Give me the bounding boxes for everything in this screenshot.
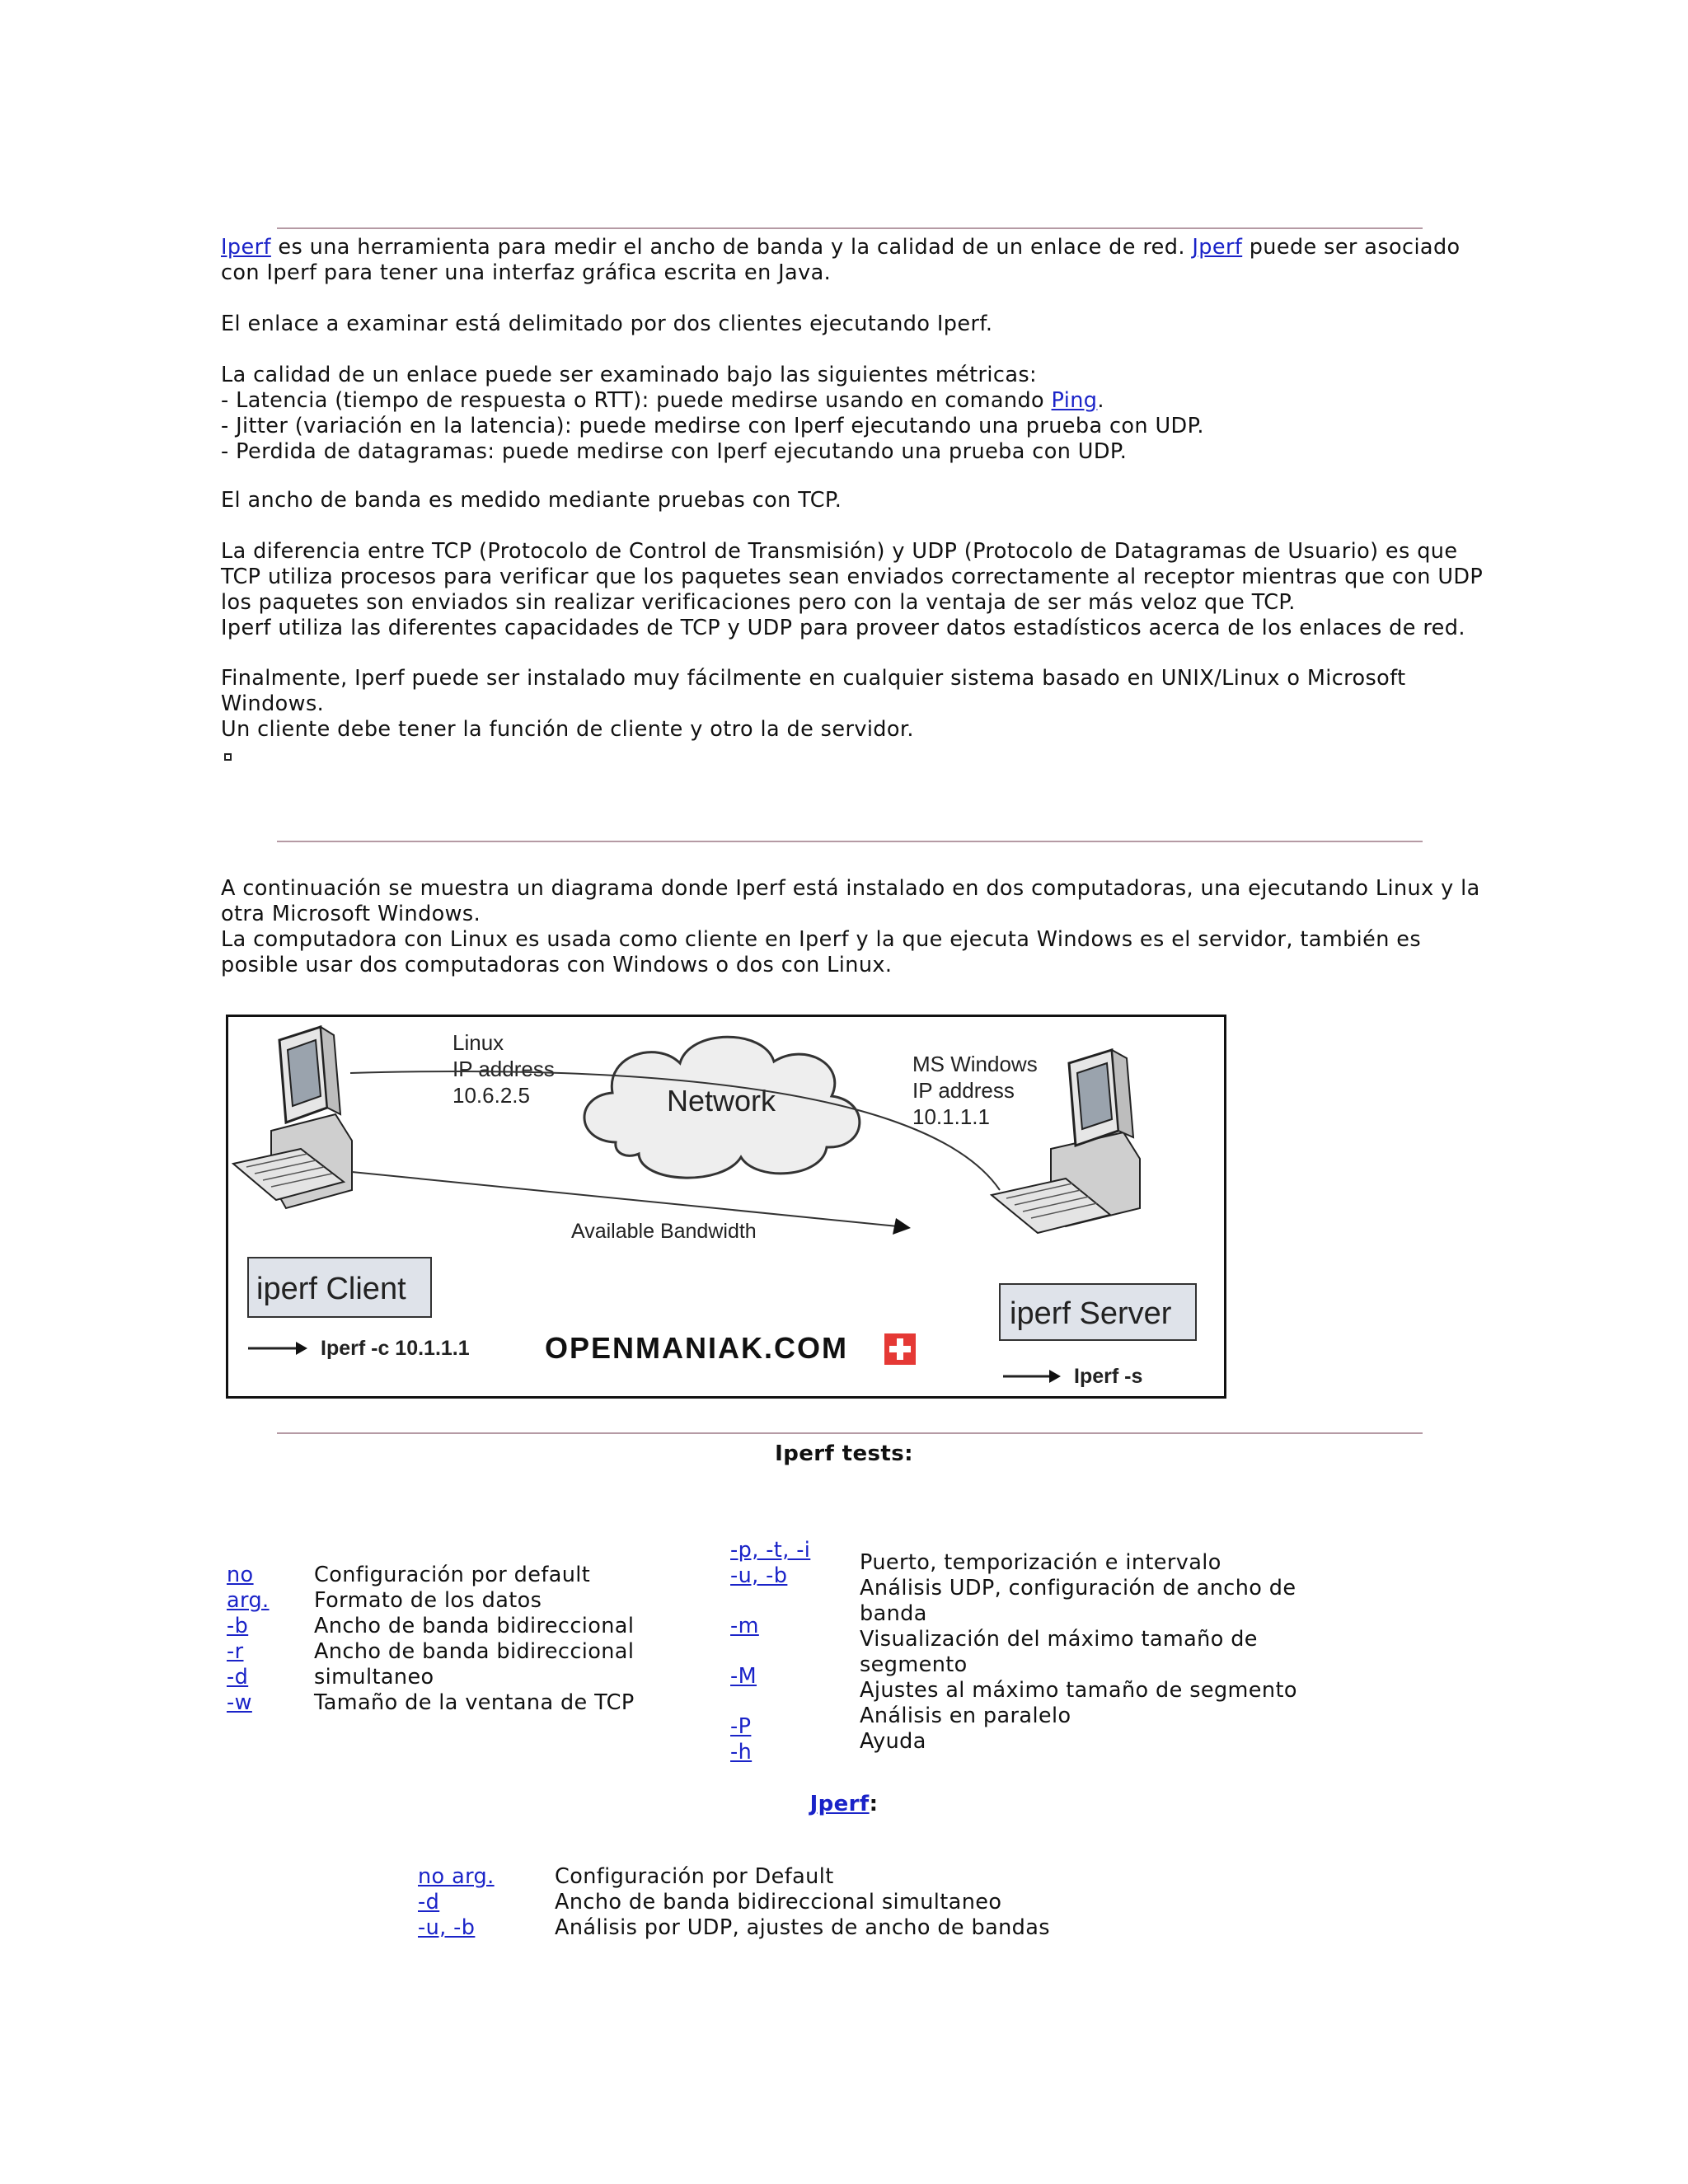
linux-ip-value: 10.6.2.5 bbox=[452, 1083, 530, 1108]
windows-ip-label: IP address bbox=[912, 1078, 1015, 1103]
option-desc: Análisis en paralelo bbox=[860, 1704, 1071, 1728]
jperf-option-desc: Análisis por UDP, ajustes de ancho de bandas bbox=[555, 1915, 1050, 1940]
intro-p1-text1: es una herramienta para medir el ancho de banda y la calidad de un enlace de red. bbox=[270, 235, 1193, 260]
network-diagram-svg bbox=[228, 1017, 1224, 1396]
linux-ip-label: IP address bbox=[452, 1057, 555, 1081]
metric-jitter: - Jitter (variación en la latencia): puede medirse con Iperf ejecutando una prueba con UDP. bbox=[221, 414, 1204, 438]
windows-label: MS Windows bbox=[912, 1052, 1038, 1076]
option-P[interactable]: -P bbox=[730, 1714, 752, 1739]
option-u-b[interactable]: -u, -b bbox=[730, 1563, 788, 1588]
iperf-tests-title: Iperf tests: bbox=[775, 1441, 913, 1466]
brand-logo: OPENMANIAK.COM bbox=[545, 1331, 848, 1365]
section2-text bbox=[221, 876, 1490, 978]
divider-top bbox=[277, 227, 1423, 229]
jperf-title bbox=[0, 1792, 1688, 1816]
ping-link[interactable]: Ping bbox=[1051, 388, 1098, 413]
jperf-option-d[interactable]: -d bbox=[418, 1890, 440, 1915]
jperf-desc bbox=[555, 1864, 1050, 1941]
option-desc: Ajustes al máximo tamaño de segmento bbox=[860, 1678, 1297, 1703]
jperf-option-u-b[interactable]: -u, -b bbox=[418, 1915, 476, 1940]
server-arrow-icon bbox=[1049, 1370, 1061, 1383]
option-desc: Tamaño de la ventana de TCP bbox=[314, 1690, 635, 1715]
intro-p2 bbox=[221, 312, 1490, 337]
option-d[interactable]: -d bbox=[227, 1665, 249, 1690]
bullet-square-icon bbox=[224, 753, 232, 761]
network-diagram bbox=[226, 1015, 1226, 1399]
option-desc: Ancho de banda bidireccional bbox=[314, 1614, 635, 1638]
jperf-link[interactable]: Jperf bbox=[1192, 235, 1243, 260]
option-desc: Configuración por default bbox=[314, 1563, 591, 1587]
metric-latency-text: - Latencia (tiempo de respuesta o RTT): puede medirse usando en comando bbox=[221, 388, 1052, 413]
intro-p5-text: La diferencia entre TCP (Protocolo de Control de Transmisión) y UDP (Protocolo de Datagramas de Usuario) es que TCP utiliza procesos para verificar que los paquetes sean enviados correctamente al receptor mientras que con UDP los paquetes son enviados sin realizar verificaciones pero con la ventaja de ser más veloz que TCP. bbox=[221, 539, 1484, 615]
bandwidth-label: Available Bandwidth bbox=[571, 1220, 757, 1243]
client-arrow-icon bbox=[296, 1342, 307, 1355]
option-desc: Ancho de banda bidireccional bbox=[314, 1639, 635, 1664]
jperf-option-desc: Configuración por Default bbox=[555, 1864, 834, 1889]
option-desc: Formato de los datos bbox=[314, 1588, 542, 1613]
jperf-option-desc: Ancho de banda bidireccional simultaneo bbox=[555, 1890, 1002, 1915]
jperf-title-link[interactable]: Jperf bbox=[809, 1792, 870, 1816]
option-m[interactable]: -m bbox=[730, 1614, 759, 1638]
bandwidth-arrowhead-icon bbox=[893, 1218, 911, 1235]
intro-p2-text: El enlace a examinar está delimitado por dos clientes ejecutando Iperf. bbox=[221, 312, 993, 336]
divider-lower bbox=[277, 1432, 1423, 1434]
jperf-option-no-arg[interactable]: no arg. bbox=[418, 1864, 495, 1889]
intro-p3 bbox=[221, 363, 1490, 465]
option-desc: Análisis UDP, configuración de ancho de bbox=[860, 1576, 1296, 1601]
server-box-label: iperf Server bbox=[1010, 1296, 1172, 1331]
jperf-title-colon: : bbox=[869, 1792, 879, 1816]
option-w[interactable]: -w bbox=[227, 1690, 252, 1715]
option-b[interactable]: -b bbox=[227, 1614, 249, 1638]
linux-label: Linux bbox=[452, 1030, 504, 1055]
metric-loss: - Perdida de datagramas: puede medirse con Iperf ejecutando una prueba con UDP. bbox=[221, 439, 1128, 464]
iperf-link[interactable]: Iperf bbox=[221, 235, 271, 260]
bandwidth-arrow bbox=[352, 1172, 898, 1226]
option-no[interactable]: no bbox=[227, 1563, 254, 1587]
jperf-keys bbox=[418, 1864, 495, 1941]
intro-p6-text: Finalmente, Iperf puede ser instalado muy fácilmente en cualquier sistema basado en UNIX/Linux o Microsoft Windows. bbox=[221, 666, 1406, 716]
metric-latency bbox=[221, 388, 1490, 414]
option-p-t-i[interactable]: -p, -t, -i bbox=[730, 1538, 811, 1563]
section2-p2: La computadora con Linux es usada como cliente en Iperf y la que ejecuta Windows es el servidor, también es posible usar dos computadoras con Windows o dos con Linux. bbox=[221, 927, 1422, 977]
linux-computer-icon bbox=[233, 1027, 352, 1208]
client-command: Iperf -c 10.1.1.1 bbox=[321, 1337, 470, 1360]
client-box-label: iperf Client bbox=[256, 1272, 406, 1306]
intro-p4-text: El ancho de banda es medido mediante pruebas con TCP. bbox=[221, 488, 842, 513]
intro-p4 bbox=[221, 488, 1490, 513]
iperf-tests-right-desc bbox=[860, 1550, 1297, 1755]
option-desc: Visualización del máximo tamaño de bbox=[860, 1627, 1258, 1652]
intro-p6 bbox=[221, 666, 1490, 743]
divider-middle bbox=[277, 841, 1423, 842]
option-desc: segmento bbox=[860, 1652, 968, 1677]
option-M[interactable]: -M bbox=[730, 1664, 757, 1689]
iperf-tests-left-keys bbox=[227, 1563, 270, 1716]
option-r[interactable]: -r bbox=[227, 1639, 244, 1664]
metric-latency-end: . bbox=[1097, 388, 1104, 413]
section2-p1: A continuación se muestra un diagrama donde Iperf está instalado en dos computadoras, una ejecutando Linux y la otra Microsoft Windows. bbox=[221, 876, 1480, 926]
server-command: Iperf -s bbox=[1074, 1365, 1143, 1388]
windows-ip-value: 10.1.1.1 bbox=[912, 1104, 990, 1129]
option-desc: banda bbox=[860, 1601, 927, 1626]
option-h[interactable]: -h bbox=[730, 1740, 753, 1765]
intro-p5 bbox=[221, 539, 1490, 641]
option-desc: Ayuda bbox=[860, 1729, 926, 1754]
network-label: Network bbox=[667, 1084, 776, 1118]
option-desc: simultaneo bbox=[314, 1665, 434, 1690]
swiss-flag-icon bbox=[884, 1333, 916, 1365]
metrics-intro: La calidad de un enlace puede ser examinado bajo las siguientes métricas: bbox=[221, 363, 1038, 387]
iperf-tests-left-desc bbox=[314, 1563, 635, 1716]
intro-p1 bbox=[221, 235, 1490, 286]
option-arg[interactable]: arg. bbox=[227, 1588, 270, 1613]
intro-p5-text2: Iperf utiliza las diferentes capacidades de TCP y UDP para proveer datos estadísticos acerca de los enlaces de red. bbox=[221, 616, 1465, 640]
option-desc: Puerto, temporización e intervalo bbox=[860, 1550, 1221, 1575]
intro-p1-text2: puede ser asociado con Iperf para tener una interfaz gráfica escrita en Java. bbox=[221, 235, 1461, 285]
intro-p6-text2: Un cliente debe tener la función de cliente y otro la de servidor. bbox=[221, 717, 914, 742]
